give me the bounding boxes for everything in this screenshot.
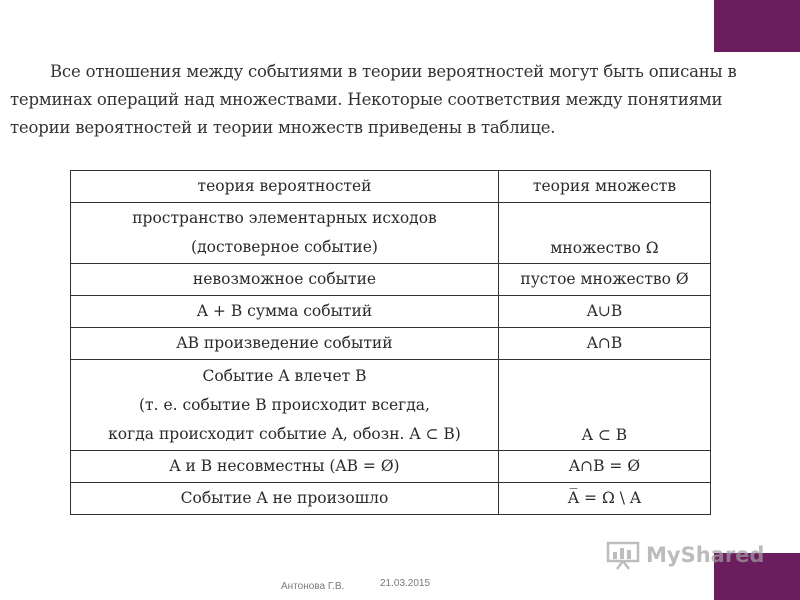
cell-line: (достоверное событие) — [191, 238, 378, 256]
row-right-cell: A∩B = Ø — [498, 451, 710, 483]
presentation-icon — [606, 540, 640, 570]
table-row — [71, 264, 711, 296]
cell-line: пространство элементарных исходов — [132, 209, 437, 227]
row-right-cell: A̅ = Ω \ A — [498, 483, 710, 515]
row-left-cell: Событие A не произошло — [71, 483, 499, 515]
row-left-cell: AB произведение событий — [71, 328, 499, 360]
row-left-cell: A и B несовместны (AB = Ø) — [71, 451, 499, 483]
cell-line: когда происходит событие A, обозн. A ⊂ B) — [108, 424, 461, 443]
row-right-cell: пустое множество Ø — [498, 264, 710, 296]
table-row — [71, 483, 711, 515]
decorative-corner-top — [714, 0, 800, 52]
table-row — [71, 360, 711, 451]
table-row — [71, 203, 711, 264]
watermark-text: MyShared — [646, 543, 765, 567]
header-set-theory: теория множеств — [498, 171, 710, 203]
date-label: 21.03.2015 — [380, 578, 431, 589]
row-right-cell: A∩B — [498, 328, 710, 360]
intro-line: Все отношения между событиями в теории вероятностей могут быть описаны в — [50, 62, 737, 81]
header-probability-theory: теория вероятностей — [71, 171, 499, 203]
author-label: Антонова Г.В. — [281, 581, 345, 592]
table-row — [71, 296, 711, 328]
row-left-cell — [71, 203, 499, 264]
watermark — [606, 538, 781, 572]
correspondence-table — [70, 170, 711, 515]
intro-line: теории вероятностей и теории множеств приведены в таблице. — [10, 118, 556, 137]
cell-line: (т. е. событие B происходит всегда, — [139, 395, 430, 414]
table-row — [71, 328, 711, 360]
row-right-cell: A∪B — [498, 296, 710, 328]
intro-line: терминах операций над множествами. Некоторые соответствия между понятиями — [10, 90, 723, 109]
row-right-cell: A ⊂ B — [498, 360, 710, 451]
row-right-cell: множество Ω — [498, 203, 710, 264]
row-left-cell: невозможное событие — [71, 264, 499, 296]
table-header-row — [71, 171, 711, 203]
row-left-cell — [71, 360, 499, 451]
cell-line: Событие A влечет B — [202, 366, 367, 385]
table-row — [71, 451, 711, 483]
intro-paragraph — [10, 58, 780, 142]
row-left-cell: A + B сумма событий — [71, 296, 499, 328]
